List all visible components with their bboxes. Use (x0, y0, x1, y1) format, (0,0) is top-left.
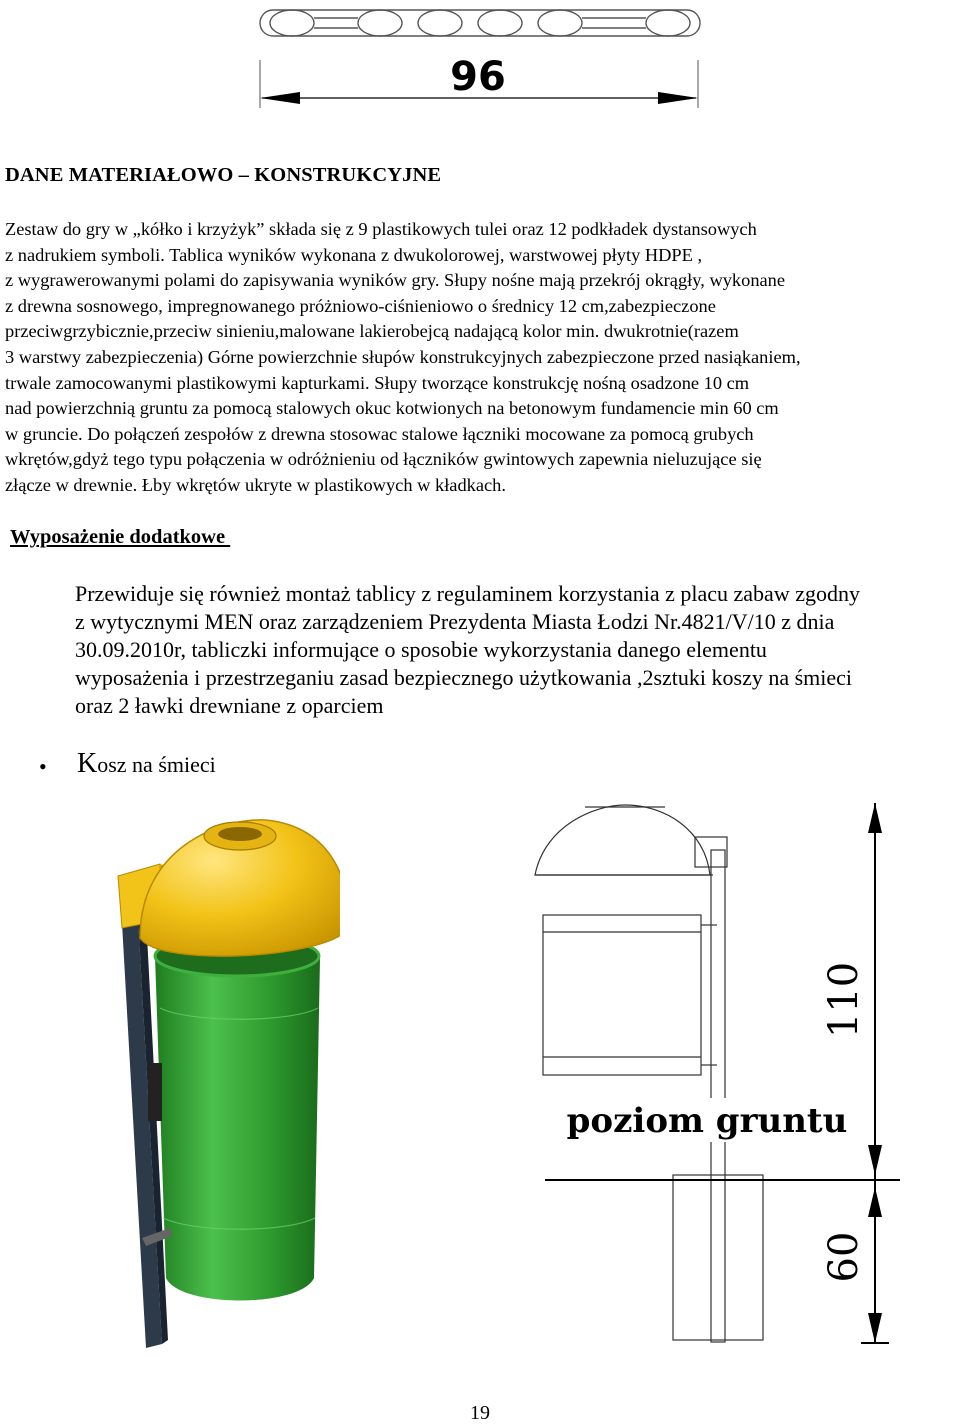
bullet-first-letter: K (77, 748, 98, 779)
extra-line: Przewiduje się również montaż tablicy z regulaminem korzystania z placu zabaw zgodny (75, 581, 860, 606)
trash-bin-render (100, 808, 340, 1356)
height-dimension-label: 110 (821, 961, 867, 1039)
trash-bin-technical-drawing (525, 795, 915, 1350)
top-technical-drawing (250, 0, 710, 112)
bullet-icon: • (39, 754, 47, 779)
body-line: Zestaw do gry w „kółko i krzyżyk” składa się z 9 plastikowych tulei oraz 12 podkładek dystansowych (5, 219, 757, 239)
extra-line: wyposażenia i przestrzeganiu zasad bezpiecznego użytkowania ,2sztuki koszy na śmieci (75, 665, 853, 690)
body-line: wkrętów,gdyż tego typu połączenia w odróżnieniu od łączników gwintowych zapewnia nieluzujące się (5, 449, 762, 470)
ground-level-label: poziom gruntu (566, 1101, 848, 1141)
depth-dimension-label: 60 (821, 1231, 867, 1283)
body-line: z wygrawerowanymi polami do zapisywania wyników gry. Słupy nośne mają przekrój okrągły, wykonane (5, 270, 786, 291)
body-line: złącze w drewnie. Łby wkrętów ukryte w plastikowych w kładkach. (5, 474, 506, 495)
body-line: w gruncie. Do połączeń zespołów z drewna stosowac stalowe łączniki mocowane za pomocą grubych (5, 423, 754, 444)
extra-line: oraz 2 ławki drewniane z oparciem (75, 693, 384, 718)
page-number: 19 (470, 1402, 490, 1424)
body-line: trwale zamocowanymi plastikowymi kapturkami. Słupy tworzące konstrukcję nośną osadzone 10 cm (5, 372, 750, 393)
body-line: przeciwgrzybicznie,przeciw sinieniu,malowane lakierobejcą nadającą kolor min. dwukrotnie(razem (5, 321, 739, 342)
body-line: z nadrukiem symboli. Tablica wyników wykonana z dwukolorowej, warstwowej płyty HDPE , (5, 244, 703, 265)
bullet-rest: osz na śmieci (97, 752, 216, 777)
extra-line: 30.09.2010r, tabliczki informujące o sposobie wykorzystania danego elementu (75, 637, 767, 662)
bullet-item-trash-bin (77, 748, 216, 780)
bin-body-shape (155, 941, 320, 1300)
extra-equipment-heading: Wyposażenie dodatkowe (10, 526, 231, 548)
top-dimension-label: 96 (450, 54, 506, 100)
body-line: 3 warstwy zabezpieczenia) Górne powierzchnie słupów konstrukcyjnych zabezpieczone przed nasiąkaniem, (5, 346, 801, 367)
section-title: DANE MATERIAŁOWO – KONSTRUKCYJNE (5, 164, 442, 186)
body-line: nad powierzchnią gruntu za pomocą stalowych okuc kotwionych na betonowym fundamencie min 60 cm (5, 398, 779, 419)
extra-line: z wytycznymi MEN oraz zarządzeniem Prezydenta Miasta Łodzi Nr.4821/V/10 z dnia (75, 609, 835, 634)
body-line: z drewna sosnowego, impregnowanego próżniowo-ciśnieniowo o średnicy 12 cm,zabezpieczone (5, 295, 716, 316)
extra-equipment-paragraph (75, 580, 955, 720)
body-paragraph (5, 217, 960, 499)
